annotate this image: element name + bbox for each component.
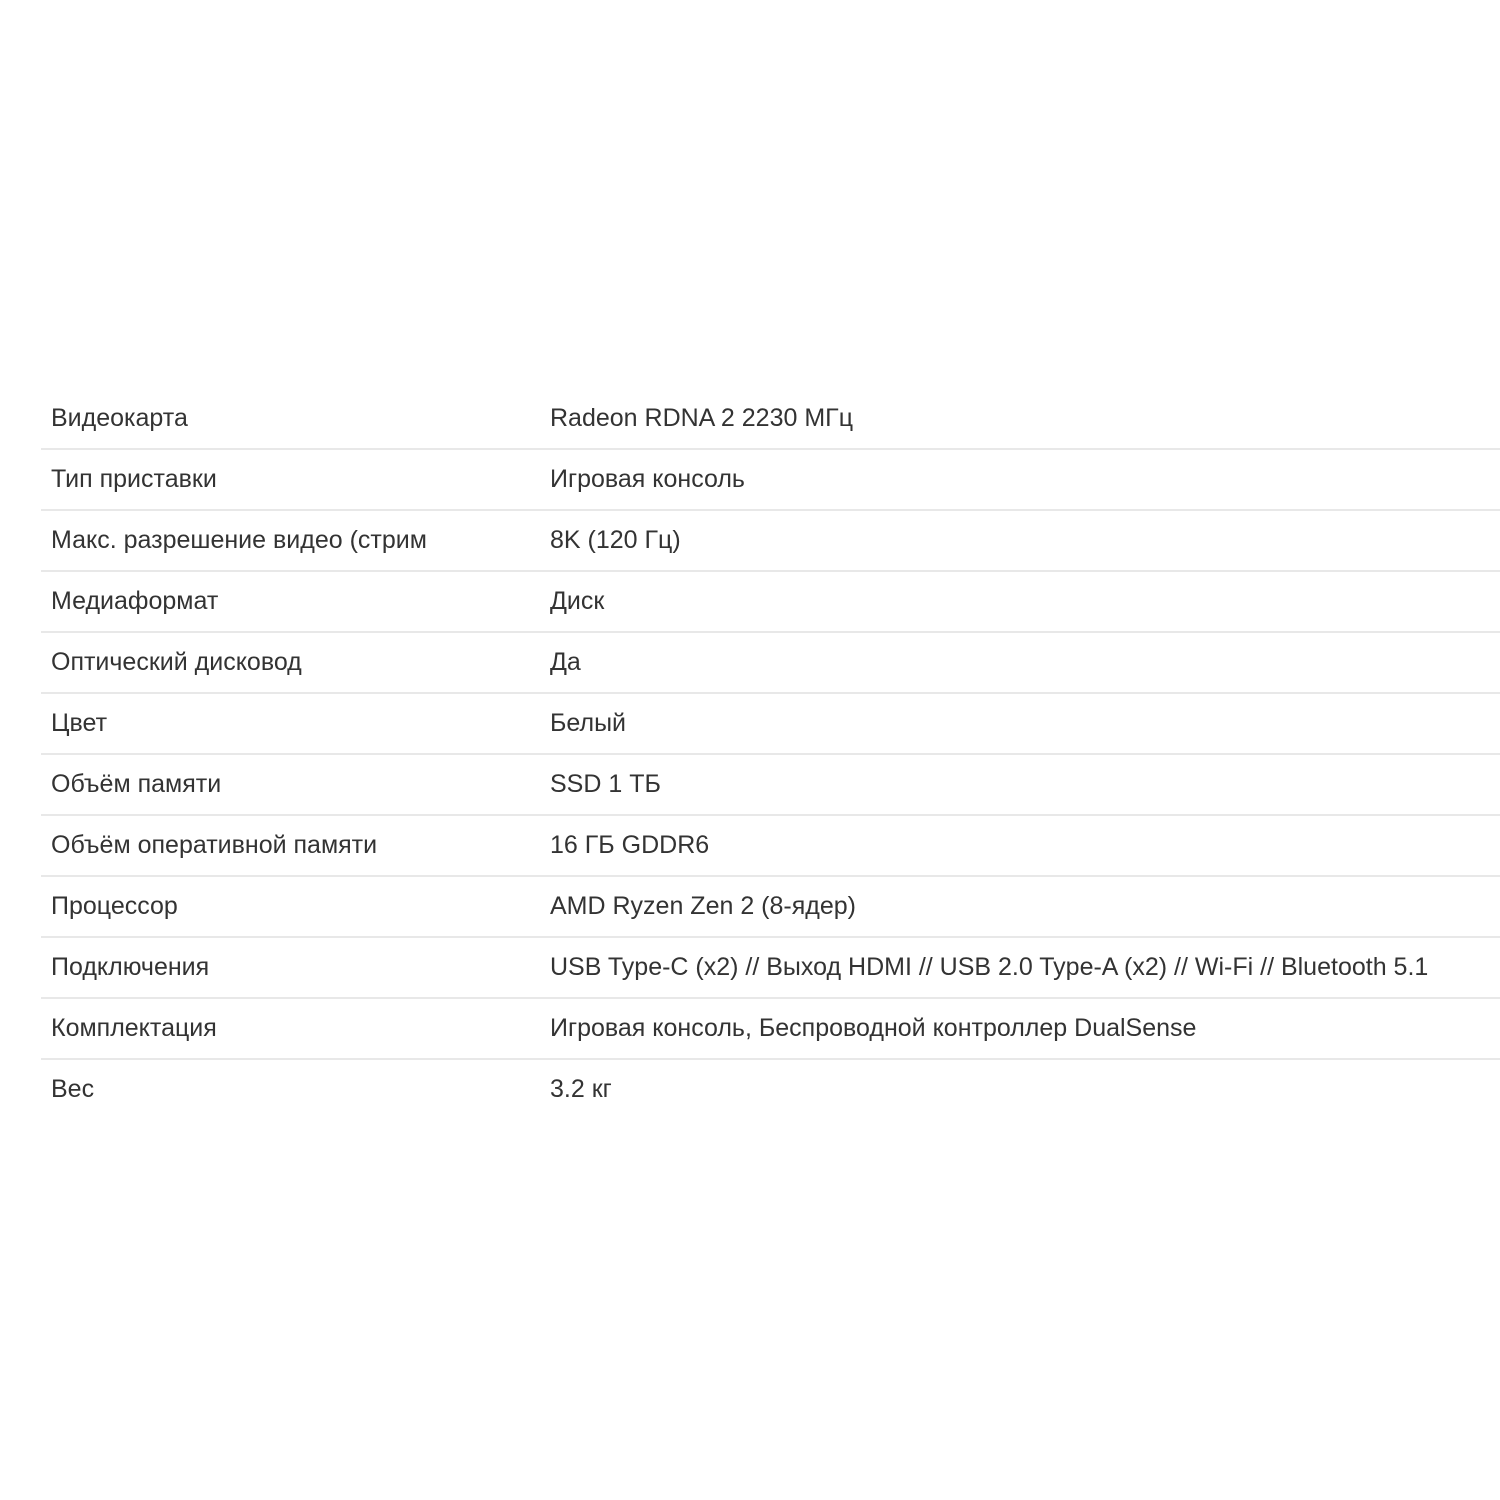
spec-row-weight <box>41 1060 1500 1119</box>
spec-row-color <box>41 694 1500 755</box>
spec-value: Да <box>550 648 581 676</box>
spec-value: 8K (120 Гц) <box>550 526 681 554</box>
spec-label: Цвет <box>51 709 108 737</box>
spec-row-gpu <box>41 389 1500 450</box>
spec-value: 3.2 кг <box>550 1075 612 1103</box>
specifications-table <box>41 389 1500 1119</box>
spec-value: Игровая консоль <box>550 465 745 493</box>
spec-row-console-type <box>41 450 1500 511</box>
spec-value: Игровая консоль, Беспроводной контроллер DualSense <box>550 1014 1197 1042</box>
spec-row-optical-drive <box>41 633 1500 694</box>
spec-row-media-format <box>41 572 1500 633</box>
spec-label: Медиаформат <box>51 587 219 615</box>
spec-label: Видеокарта <box>51 404 188 432</box>
spec-value: Radeon RDNA 2 2230 МГц <box>550 404 854 432</box>
spec-label: Тип приставки <box>51 465 217 493</box>
spec-label: Подключения <box>51 953 210 981</box>
spec-label: Комплектация <box>51 1014 217 1042</box>
spec-row-max-resolution <box>41 511 1500 572</box>
spec-label: Объём памяти <box>51 770 222 798</box>
spec-row-ram <box>41 816 1500 877</box>
spec-value: 16 ГБ GDDR6 <box>550 831 710 859</box>
spec-row-package-contents <box>41 999 1500 1060</box>
spec-value: SSD 1 ТБ <box>550 770 661 798</box>
spec-value: AMD Ryzen Zen 2 (8-ядер) <box>550 892 856 920</box>
spec-label: Вес <box>51 1075 95 1103</box>
spec-row-processor <box>41 877 1500 938</box>
spec-label: Макс. разрешение видео (стрим <box>51 526 427 554</box>
spec-value: Белый <box>550 709 627 737</box>
spec-row-connections <box>41 938 1500 999</box>
spec-label: Процессор <box>51 892 178 920</box>
spec-row-storage <box>41 755 1500 816</box>
spec-label: Объём оперативной памяти <box>51 831 378 859</box>
spec-label: Оптический дисковод <box>51 648 302 676</box>
spec-value: USB Type-C (x2) // Выход HDMI // USB 2.0 Type-A (x2) // Wi-Fi // Bluetooth 5.1 <box>550 953 1429 981</box>
spec-value: Диск <box>550 587 605 615</box>
